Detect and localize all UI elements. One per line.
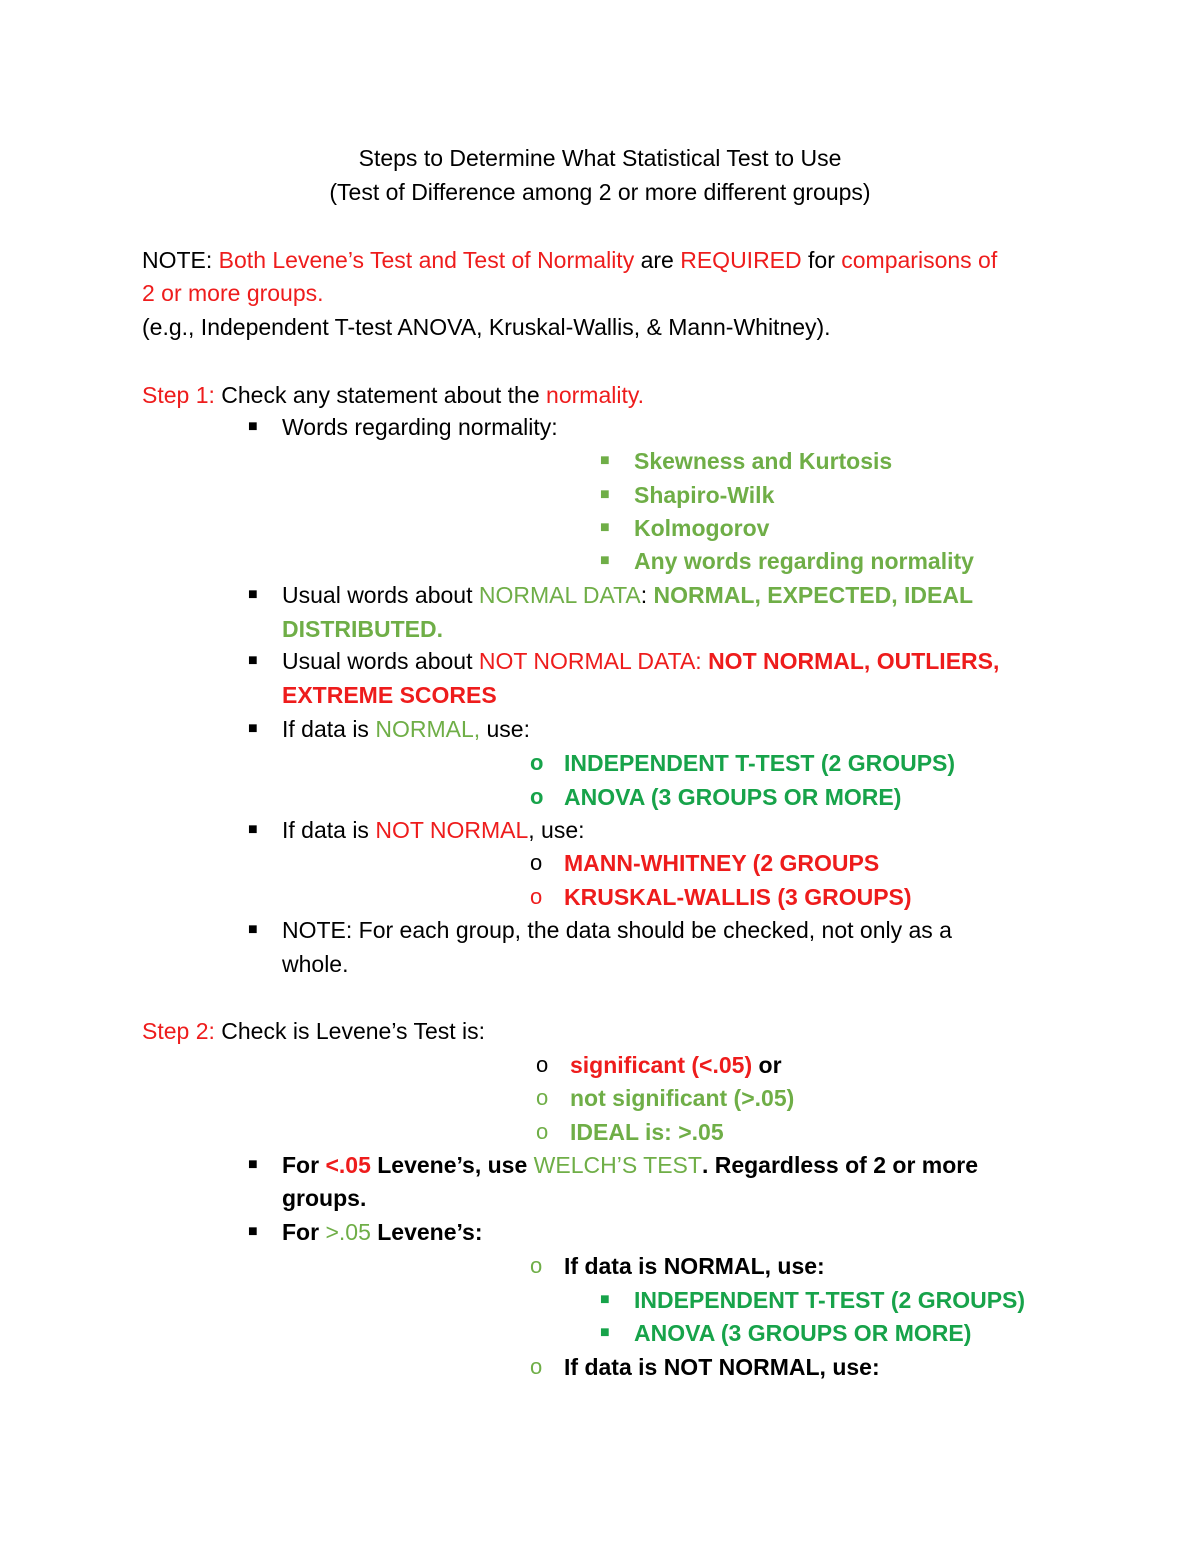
note-are: are: [634, 247, 681, 273]
step2-if-not-normal-text: If data is NOT NORMAL, use:: [564, 1354, 880, 1380]
square-bullet-icon: ■: [248, 821, 258, 838]
for-lt05-text: For <.05 Levene’s, use WELCH’S TEST. Regardless of 2 or more: [282, 1152, 979, 1178]
levene-ideal: IDEAL is: >.05: [570, 1119, 724, 1145]
circle-bullet-icon: o: [530, 884, 543, 909]
note-example: (e.g., Independent T-test ANOVA, Kruskal-Wallis, & Mann-Whitney).: [142, 314, 831, 340]
step1-heading: [142, 380, 644, 410]
normal-words: NORMAL, EXPECTED, IDEAL: [653, 582, 974, 608]
step2-if-normal-text: If data is NORMAL, use:: [564, 1253, 825, 1279]
step1-label: Step 1:: [142, 382, 215, 408]
note-both: Both Levene’s Test and Test of Normality: [218, 247, 635, 273]
square-bullet-icon: ■: [248, 652, 258, 669]
normality-word-text: Shapiro-Wilk: [634, 482, 775, 508]
square-bullet-icon: ■: [600, 452, 610, 469]
normal-test-text: INDEPENDENT T-TEST (2 GROUPS): [564, 750, 956, 776]
circle-bullet-icon: o: [530, 850, 543, 875]
not-normal-data-label: NOT NORMAL DATA:: [478, 648, 709, 674]
step2-normal-test-text: INDEPENDENT T-TEST (2 GROUPS): [634, 1287, 1026, 1313]
circle-bullet-icon: o: [536, 1119, 549, 1144]
step2-text: Check is Levene’s Test is:: [214, 1018, 486, 1044]
title-line-1: Steps to Determine What Statistical Test to Use: [358, 145, 842, 171]
note-required: REQUIRED: [680, 247, 802, 273]
note-label: NOTE:: [142, 247, 219, 273]
step1-normality: normality.: [546, 382, 645, 408]
square-bullet-icon: ■: [248, 720, 258, 737]
if-not-normal-text: If data is NOT NORMAL, use:: [282, 817, 585, 843]
square-bullet-icon: ■: [248, 1223, 258, 1240]
title-line-2: (Test of Difference among 2 or more different groups): [329, 179, 871, 205]
circle-bullet-icon: o: [530, 750, 544, 775]
normal-test-text: ANOVA (3 GROUPS OR MORE): [564, 784, 902, 810]
if-normal-text: If data is NORMAL, use:: [282, 716, 530, 742]
square-bullet-icon: ■: [248, 921, 258, 938]
words-regarding-text: Words regarding normality:: [282, 414, 558, 440]
step2-label: Step 2:: [142, 1018, 215, 1044]
square-bullet-icon: ■: [600, 1291, 610, 1308]
levene-significant: significant (<.05) or: [570, 1052, 782, 1078]
not-normal-test-text: KRUSKAL-WALLIS (3 GROUPS): [564, 884, 912, 910]
step2-heading: [142, 1016, 485, 1046]
normality-word-text: Any words regarding normality: [634, 548, 974, 574]
normal-label: NORMAL,: [375, 716, 481, 742]
not-normal-label: NOT NORMAL: [375, 817, 529, 843]
usual-not-normal-text: Usual words about NOT NORMAL DATA: NOT NORMAL, OUTLIERS,: [282, 648, 1000, 674]
for-lt05-continued: groups.: [282, 1185, 367, 1211]
normal-data-label: NORMAL DATA: [478, 582, 641, 608]
not-normal-words: NOT NORMAL, OUTLIERS,: [708, 648, 1000, 674]
step2-normal-test-text: ANOVA (3 GROUPS OR MORE): [634, 1320, 972, 1346]
note-line-2: 2 or more groups.: [142, 280, 324, 306]
square-bullet-icon: ■: [248, 1156, 258, 1173]
circle-bullet-icon: o: [536, 1085, 549, 1110]
normality-word-text: Skewness and Kurtosis: [634, 448, 893, 474]
square-bullet-icon: ■: [600, 486, 610, 503]
note-comparisons: comparisons of: [841, 247, 998, 273]
usual-normal-text: Usual words about NORMAL DATA: NORMAL, EXPECTED, IDEAL: [282, 582, 974, 608]
step1-text: Check any statement about the: [214, 382, 547, 408]
square-bullet-icon: ■: [248, 418, 258, 435]
not-normal-words-continued: EXTREME SCORES: [282, 682, 497, 708]
square-bullet-icon: ■: [248, 586, 258, 603]
square-bullet-icon: ■: [600, 1324, 610, 1341]
not-normal-test-text: MANN-WHITNEY (2 GROUPS: [564, 850, 880, 876]
circle-bullet-icon: o: [530, 784, 544, 809]
circle-bullet-icon: o: [536, 1052, 549, 1077]
note-each-group-continued: whole.: [282, 951, 349, 977]
note-line-1: [142, 245, 997, 275]
note-each-group-text: NOTE: For each group, the data should be checked, not only as a: [282, 917, 952, 943]
square-bullet-icon: ■: [600, 519, 610, 536]
normal-words-continued: DISTRIBUTED.: [282, 616, 443, 642]
normality-word-text: Kolmogorov: [634, 515, 770, 541]
circle-bullet-icon: o: [530, 1354, 543, 1379]
square-bullet-icon: ■: [600, 552, 610, 569]
note-for: for: [801, 247, 842, 273]
welch-test: WELCH’S TEST: [533, 1152, 702, 1178]
levene-not-significant: not significant (>.05): [570, 1085, 795, 1111]
circle-bullet-icon: o: [530, 1253, 543, 1278]
for-gt05-text: For >.05 Levene’s:: [282, 1219, 483, 1245]
